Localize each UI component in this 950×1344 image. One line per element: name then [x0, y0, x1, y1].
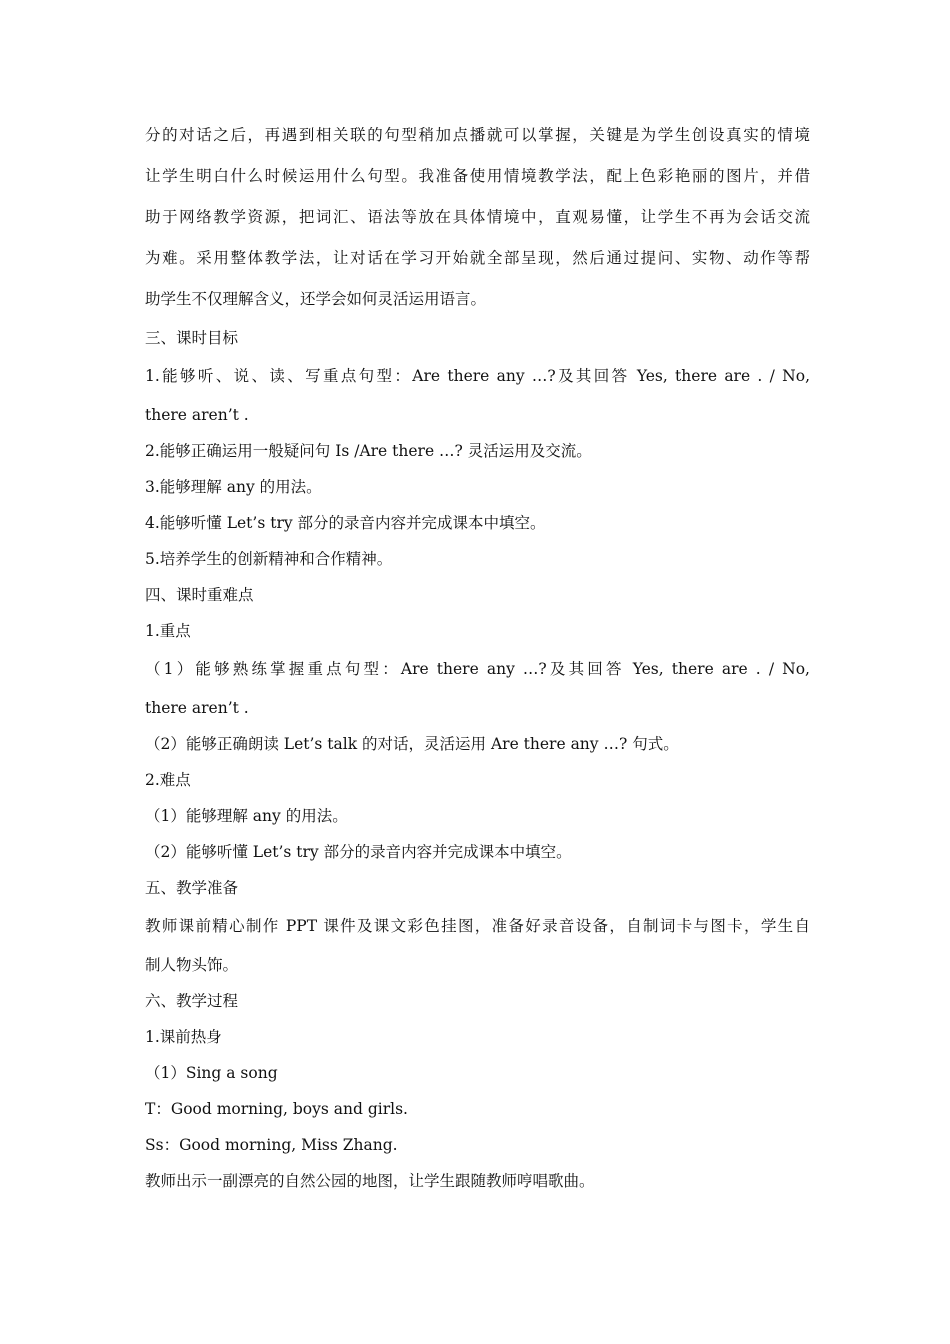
teacher-greeting: T：Good morning, boys and girls. [145, 1100, 408, 1118]
intro-line-4: 为难。采用整体教学法，让对话在学习开始就全部呈现，然后通过提问、实物、动作等帮 [145, 249, 810, 267]
section6-heading: 六、教学过程 [145, 992, 239, 1010]
document-page [145, 115, 810, 1199]
objective-5: 5.培养学生的创新精神和合作精神。 [145, 550, 393, 568]
difficult-points-heading: 2.难点 [145, 771, 191, 789]
objective-1-line-1: 1.能够听、说、读、写重点句型：Are there any …?及其回答 Yes, there are . / No, [145, 367, 810, 385]
objective-3: 3.能够理解 any 的用法。 [145, 478, 322, 496]
section4-heading: 四、课时重难点 [145, 586, 254, 604]
key-point-2: （2）能够正确朗读 Let’s talk 的对话，灵活运用 Are there any …? 句式。 [145, 735, 679, 753]
preparation-line-1: 教师课前精心制作 PPT 课件及课文彩色挂图，准备好录音设备，自制词卡与图卡，学生自 [145, 917, 810, 935]
preparation-line-2: 制人物头饰。 [145, 956, 239, 974]
objective-1-line-2: there aren’t . [145, 406, 249, 424]
intro-line-3: 助于网络教学资源，把词汇、语法等放在具体情境中，直观易懂，让学生不再为会话交流 [145, 208, 810, 226]
students-greeting: Ss：Good morning, Miss Zhang. [145, 1136, 398, 1154]
intro-line-1: 分的对话之后，再遇到相关联的句型稍加点播就可以掌握，关键是为学生创设真实的情境 [145, 126, 810, 144]
key-points-heading: 1.重点 [145, 622, 191, 640]
key-point-1-line-1: （1）能够熟练掌握重点句型：Are there any …?及其回答 Yes, there are . / No, [145, 660, 810, 678]
key-point-1-line-2: there aren’t . [145, 699, 249, 717]
difficult-point-2: （2）能够听懂 Let’s try 部分的录音内容并完成课本中填空。 [145, 843, 572, 861]
section3-heading: 三、课时目标 [145, 329, 239, 347]
section5-heading: 五、教学准备 [145, 879, 239, 897]
warm-up-heading: 1.课前热身 [145, 1028, 222, 1046]
difficult-point-1: （1）能够理解 any 的用法。 [145, 807, 348, 825]
objective-2: 2.能够正确运用一般疑问句 Is /Are there …? 灵活运用及交流。 [145, 442, 592, 460]
intro-line-2: 让学生明白什么时候运用什么句型。我准备使用情境教学法，配上色彩艳丽的图片，并借 [145, 167, 810, 185]
objective-4: 4.能够听懂 Let’s try 部分的录音内容并完成课本中填空。 [145, 514, 546, 532]
map-activity: 教师出示一副漂亮的自然公园的地图，让学生跟随教师哼唱歌曲。 [145, 1172, 595, 1190]
intro-line-5: 助学生不仅理解含义，还学会如何灵活运用语言。 [145, 290, 487, 308]
sing-a-song: （1）Sing a song [145, 1064, 278, 1082]
